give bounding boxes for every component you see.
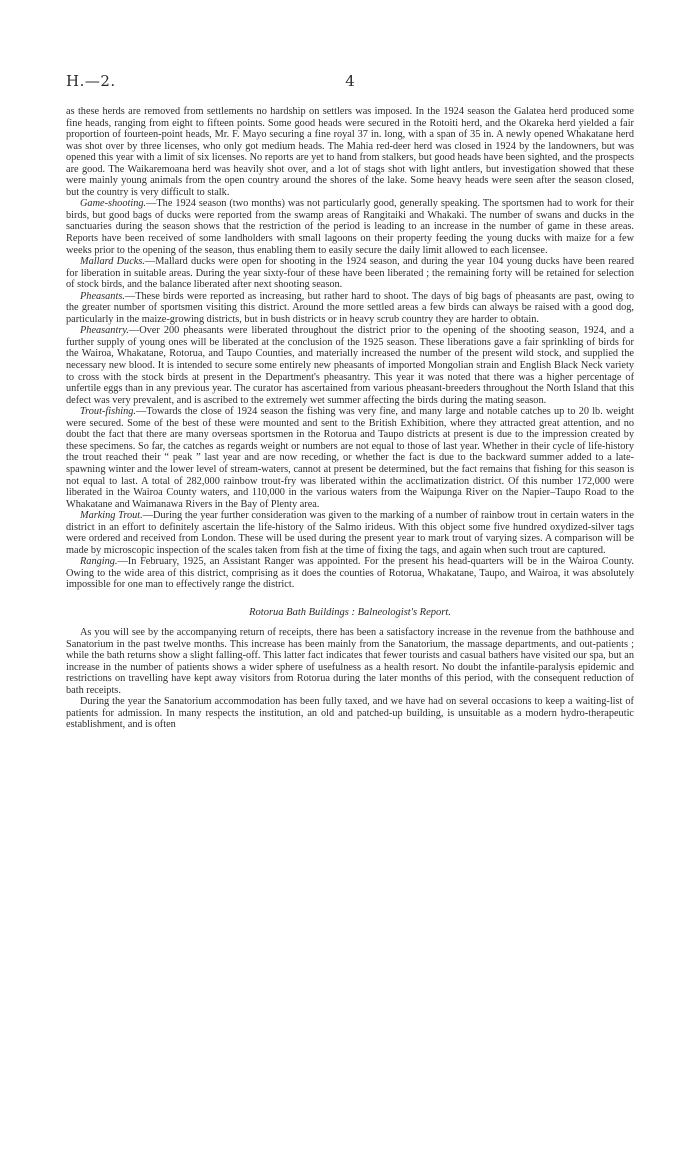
paragraph-marking-trout: Marking Trout.—During the year further consideration was given to the marking of a number of rainbow trout in certain waters in the district in an effort to definitely ascertain the life-history of the Salmo irideus. With this object some five hundred oxydized-silver tags were ordered and received from London. These will be used during the present year to mark trout of varying sizes. A comparison will be made by microscopic inspection of the scales taken from fish at the time of fixing the tags, and again when such trout are captured. <box>66 510 634 556</box>
body-text <box>66 106 634 731</box>
section-title: Rotorua Bath Buildings : Balneologist's Report. <box>249 606 451 618</box>
paragraph-pheasants: Pheasants.—These birds were reported as increasing, but rather hard to shoot. The days of big bags of pheasants are past, owing to the greater number of sportsmen visiting this district. Around the more settled areas a few birds can always be raised with a good dog, particularly in the maize-growing districts, but in bush districts or in heavy scrub country they are harder to obtain. <box>66 290 634 325</box>
paragraph-trout-fishing: Trout-fishing.—Towards the close of 1924 season the fishing was very fine, and many large and notable catches up to 20 lb. weight were secured. Some of the best of these were mounted and sent to the British Exhibition, where they attracted great attention, and no doubt the fact that there are many overseas sportsmen in the Rotorua and Taupo districts at present is due to the impression created by these specimens. So far, the catches as regards weight or numbers are not equal to those of last year. Whether in their cycle of life-history the trout reached their “ peak ” last year and are now receding, or whether the fact is due to the backward summer added to a late-spawning winter and the lower level of stream-waters, cannot at present be determined, but the fact remains that fishing for this season is not equal to last. A total of 282,000 rainbow trout-fry was liberated within the acclimatization district. Of this number 172,000 were liberated in the Wairoa County waters, and 110,000 in the various waters from the Waipunga River on the Napier–Taupo Road to the Whakatane and Waimanawa Rivers in the Bay of Plenty area. <box>66 406 634 510</box>
paragraph-receipts: As you will see by the accompanying return of receipts, there has been a satisfactory increase in the revenue from the bathhouse and Sanatorium in the past twelve months. This increase has been mainly from the Sanatorium, the massage departments, and out-patients ; while the bath returns show a slight falling-off. This latter fact indicates that fewer tourists and casual bathers have visited our spa, but an increase in the number of patients shows a wider sphere of usefulness as a health resort. No doubt the infantile-paralysis epidemic and restrictions on travelling have kept away visitors from Rotorua during the later months of this period, with the consequent reduction of bath receipts. <box>66 626 634 696</box>
paragraph-lead: Trout-fishing. <box>80 406 136 418</box>
paragraph-lead: Ranging. <box>80 556 118 568</box>
paragraph-sanatorium: During the year the Sanatorium accommodation has been fully taxed, and we have had on several occasions to keep a waiting-list of patients for admission. In many respects the institution, an old and patched-up building, is unsuitable as a modern hydro-therapeutic establishment, and is often <box>66 696 634 731</box>
paragraph-pheasantry: Pheasantry.—Over 200 pheasants were liberated throughout the district prior to the opening of the shooting season, 1924, and a further supply of young ones will be liberated at the conclusion of the 1925 season. These liberations gave a fair sprinkling of birds for the Wairoa, Whakatane, Rotorua, and Taupo Counties, and materially increased the number of the present wild stock, and supplied the necessary new blood. It is intended to secure some entirely new pheasants of imported Mongolian strain and English Black Neck variety to cross with the stock birds at present in the Department's pheasantry. This year it was noted that there was a higher percentage of unfertile eggs than in any previous year. The curator has ascertained from various pheasant-breeders throughout the North Island that this defect was very prevalent, and is ascribed to the extremely wet summer affecting the birds during the mating season. <box>66 325 634 406</box>
paragraph-lead: Pheasantry. <box>80 325 129 337</box>
paragraph-lead: Pheasants. <box>80 290 125 302</box>
paragraph-lead: Mallard Ducks. <box>80 256 145 268</box>
paragraph-game-shooting: Game-shooting.—The 1924 season (two months) was not particularly good, generally speaking. The sportsmen had to work for their birds, but good bags of ducks were reported from the swamp areas of Rangitaiki and Whakaki. The number of swans and ducks in the sanctuaries during the season shows that the restriction of the period is leading to an increase in the number of game in these areas. Reports have been received of some landholders with small lagoons on their property feeding the young ducks with maize for a few weeks prior to the opening of the season, thus enabling them to easily secure the daily limit allowed to each licensee. <box>66 198 634 256</box>
page-header <box>66 72 634 92</box>
paragraph-deer-herds: as these herds are removed from settlements no hardship on settlers was imposed. In the 1924 season the Galatea herd produced some fine heads, ranging from eight to fifteen points. Some good heads were secured in the Rotoiti herd, and the Okareka herd yielded a fair proportion of fourteen-point heads, Mr. F. Mayo securing a fine royal 37 in. long, with a span of 35 in. A newly opened Whakatane herd was shot over by three licenses, who only got medium heads. The Mahia red-deer herd was closed in 1924 by the landowners, but was opened this year with a limit of six licenses. No reports are yet to hand from stalkers, but good heads have been sighted, and the prospects are good. The Waikaremoana herd was heavily shot over, and a lot of stags shot with light antlers, but investigation showed that these were mainly young animals from the open country around the shores of the lake. Some heavy heads were seen after the season closed, but the country is very difficult to stalk. <box>66 106 634 198</box>
document-code: H.—2. <box>66 72 116 90</box>
page-number: 4 <box>345 72 355 90</box>
paragraph-mallard-ducks: Mallard Ducks.—Mallard ducks were open for shooting in the 1924 season, and during the year 104 young ducks have been reared for liberation in suitable areas. During the year sixty-four of these have been liberated ; the remaining forty will be retained for selection of stock birds, and the balance liberated after next shooting season. <box>66 256 634 291</box>
paragraph-lead: Marking Trout. <box>80 510 143 522</box>
paragraph-ranging: Ranging.—In February, 1925, an Assistant Ranger was appointed. For the present his head-quarters will be in the Wairoa County. Owing to the wide area of this district, comprising as it does the counties of Rotorua, Whakatane, Taupo, and Wairoa, it was absolutely impossible for one man to effectively range the district. <box>66 556 634 591</box>
paragraph-lead: Game-shooting. <box>80 198 147 210</box>
